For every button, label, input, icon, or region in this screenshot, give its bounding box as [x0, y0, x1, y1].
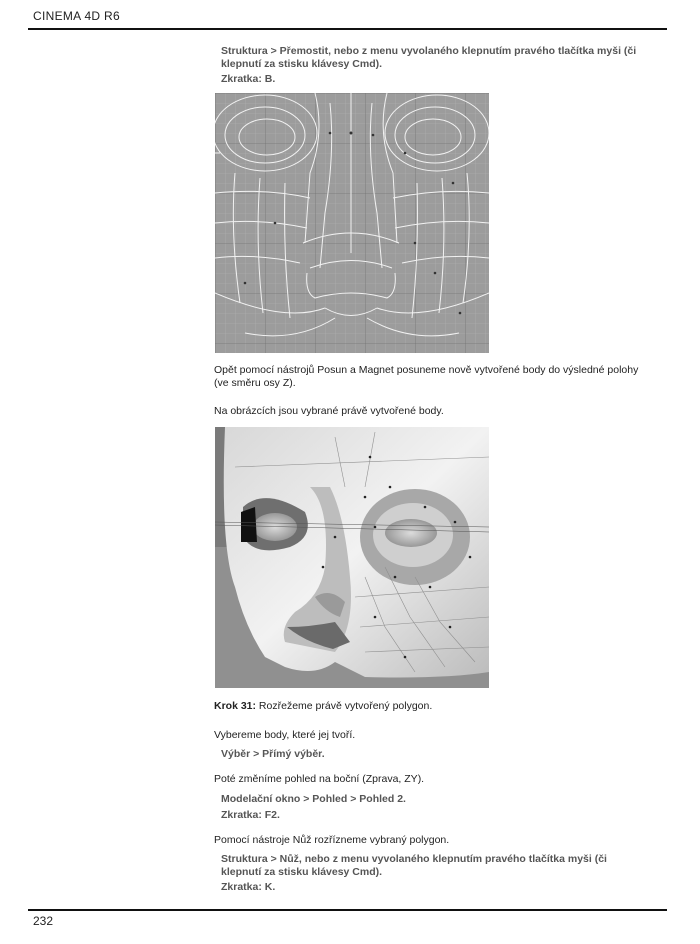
menu-path-line: klepnutí za stisku klávesy Cmd). — [221, 866, 383, 878]
render-figure — [215, 427, 489, 688]
step-text: Rozřežeme právě vytvořený polygon. — [256, 700, 433, 712]
paragraph-select-points: Vybereme body, které jej tvoří. — [214, 729, 356, 741]
paragraph-selected-points: Na obrázcích jsou vybrané právě vytvořené body. — [214, 405, 444, 417]
menu-path-bridge — [221, 45, 669, 71]
menu-path-direct-select: Výběr > Přímý výběr. — [221, 748, 325, 760]
menu-path-line: Struktura > Nůž, nebo z menu vyvolaného klepnutím pravého tlačítka myši (či — [221, 853, 607, 865]
face-render-illustration — [215, 427, 489, 688]
paragraph-knife: Pomocí nástroje Nůž rozřízneme vybraný polygon. — [214, 834, 450, 846]
step-label: Krok 31: — [214, 700, 257, 712]
menu-path-view: Modelační okno > Pohled > Pohled 2. — [221, 793, 406, 805]
paragraph-move-points — [214, 364, 669, 390]
menu-path-line: Struktura > Přemostit, nebo z menu vyvolaného klepnutím pravého tlačítka myši (či — [221, 45, 637, 57]
step-caption — [214, 700, 669, 713]
header-rule — [28, 28, 667, 30]
paragraph-line: Opět pomocí nástrojů Posun a Magnet posuneme nově vytvořené body do výsledné polohy — [214, 364, 639, 376]
wireframe-figure — [215, 93, 489, 353]
paragraph-change-view: Poté změníme pohled na boční (Zprava, ZY). — [214, 773, 425, 785]
shortcut-view: Zkratka: F2. — [221, 809, 280, 821]
shortcut-bridge: Zkratka: B. — [221, 73, 276, 85]
page-number: 232 — [33, 914, 54, 928]
running-header: CINEMA 4D R6 — [33, 9, 120, 23]
paragraph-line: (ve směru osy Z). — [214, 377, 296, 389]
footer-rule — [28, 909, 667, 911]
menu-path-knife — [221, 853, 669, 879]
menu-path-line: klepnutí za stisku klávesy Cmd). — [221, 58, 383, 70]
wireframe-illustration — [215, 93, 489, 353]
shortcut-knife: Zkratka: K. — [221, 881, 276, 893]
